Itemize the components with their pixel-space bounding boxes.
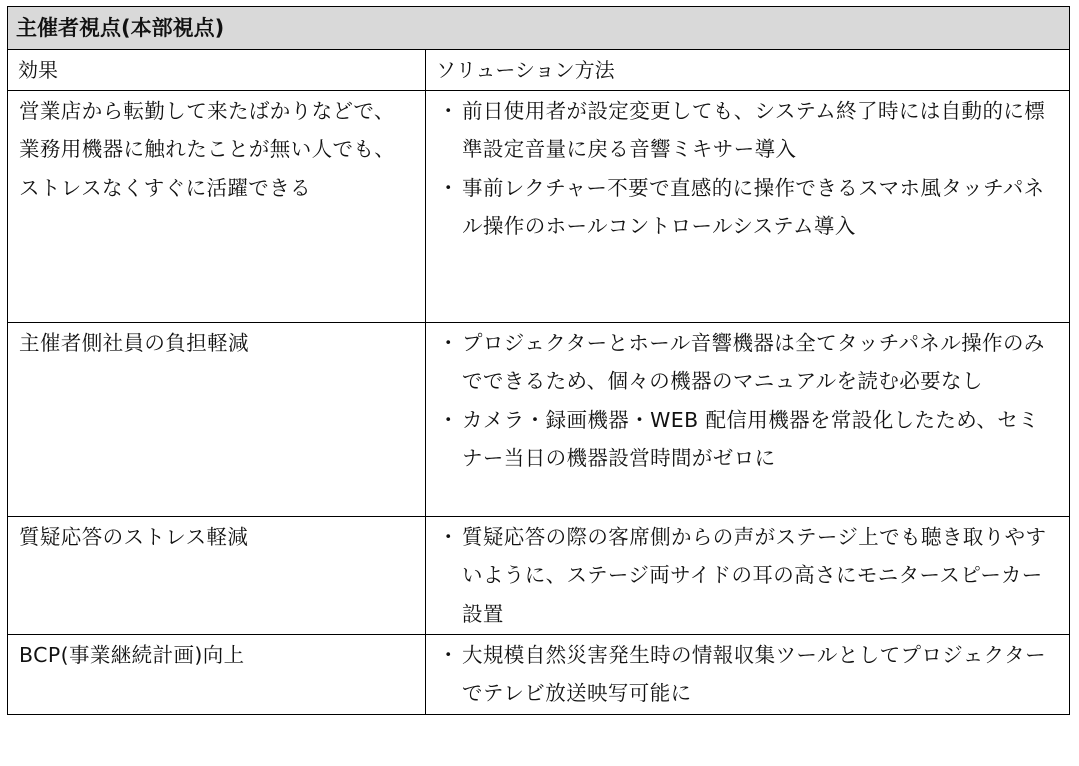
- bullet-mark: ・: [438, 407, 459, 432]
- solution-item: [436, 518, 1059, 633]
- solution-text: 前日使用者が設定変更しても、システム終了時には自動的に標準設定音量に戻る音響ミキサー導入: [462, 99, 1046, 162]
- solution-item: [436, 636, 1059, 713]
- bullet-mark: ・: [438, 175, 459, 200]
- effect-text: BCP(事業継続計画)向上: [19, 643, 245, 667]
- solution-text: プロジェクターとホール音響機器は全てタッチパネル操作のみでできるため、個々の機器のマニュアルを読む必要なし: [462, 331, 1045, 394]
- solution-table: [7, 6, 1070, 715]
- table-row: [8, 635, 1070, 715]
- solution-list: [436, 92, 1059, 245]
- solution-cell: [426, 91, 1070, 323]
- effect-cell: [8, 635, 426, 715]
- solution-item: [436, 401, 1059, 478]
- solution-list: [436, 636, 1059, 713]
- table-row: [8, 517, 1070, 635]
- effect-text: 質疑応答のストレス軽減: [19, 525, 249, 549]
- document-body: [7, 6, 1070, 715]
- table-title-row: [8, 7, 1070, 50]
- effect-text: 営業店から転勤して来たばかりなどで、業務用機器に触れたことが無い人でも、ストレスなくすぐに活躍できる: [19, 99, 396, 200]
- table-header-row: [8, 50, 1070, 91]
- effect-cell: [8, 517, 426, 635]
- solution-list: [436, 518, 1059, 633]
- solution-text: 事前レクチャー不要で直感的に操作できるスマホ風タッチパネル操作のホールコントロールシステム導入: [462, 175, 1045, 238]
- solution-text: 大規模自然災害発生時の情報収集ツールとしてプロジェクターでテレビ放送映写可能に: [462, 643, 1046, 706]
- solution-cell: [426, 323, 1070, 517]
- solution-text: 質疑応答の際の客席側からの声がステージ上でも聴き取りやすいように、ステージ両サイドの耳の高さにモニタースピーカー設置: [462, 525, 1047, 626]
- bullet-mark: ・: [438, 643, 459, 667]
- solution-item: [436, 92, 1059, 169]
- effect-cell: [8, 323, 426, 517]
- bullet-mark: ・: [438, 99, 459, 123]
- bullet-mark: ・: [438, 525, 459, 549]
- solution-text: カメラ・録画機器・WEB 配信用機器を常設化したため、セミナー当日の機器設営時間がゼロに: [462, 407, 1040, 470]
- solution-list: [436, 324, 1059, 477]
- solution-item: [436, 169, 1059, 246]
- table-row: [8, 323, 1070, 517]
- solution-cell: [426, 517, 1070, 635]
- header-solution: ソリューション方法: [426, 50, 1070, 91]
- solution-cell: [426, 635, 1070, 715]
- table-title: 主催者視点(本部視点): [8, 7, 1070, 50]
- effect-cell: [8, 91, 426, 323]
- bullet-mark: ・: [438, 331, 459, 355]
- effect-text: 主催者側社員の負担軽減: [19, 331, 249, 355]
- solution-item: [436, 324, 1059, 401]
- table-row: [8, 91, 1070, 323]
- header-effect: 効果: [8, 50, 426, 91]
